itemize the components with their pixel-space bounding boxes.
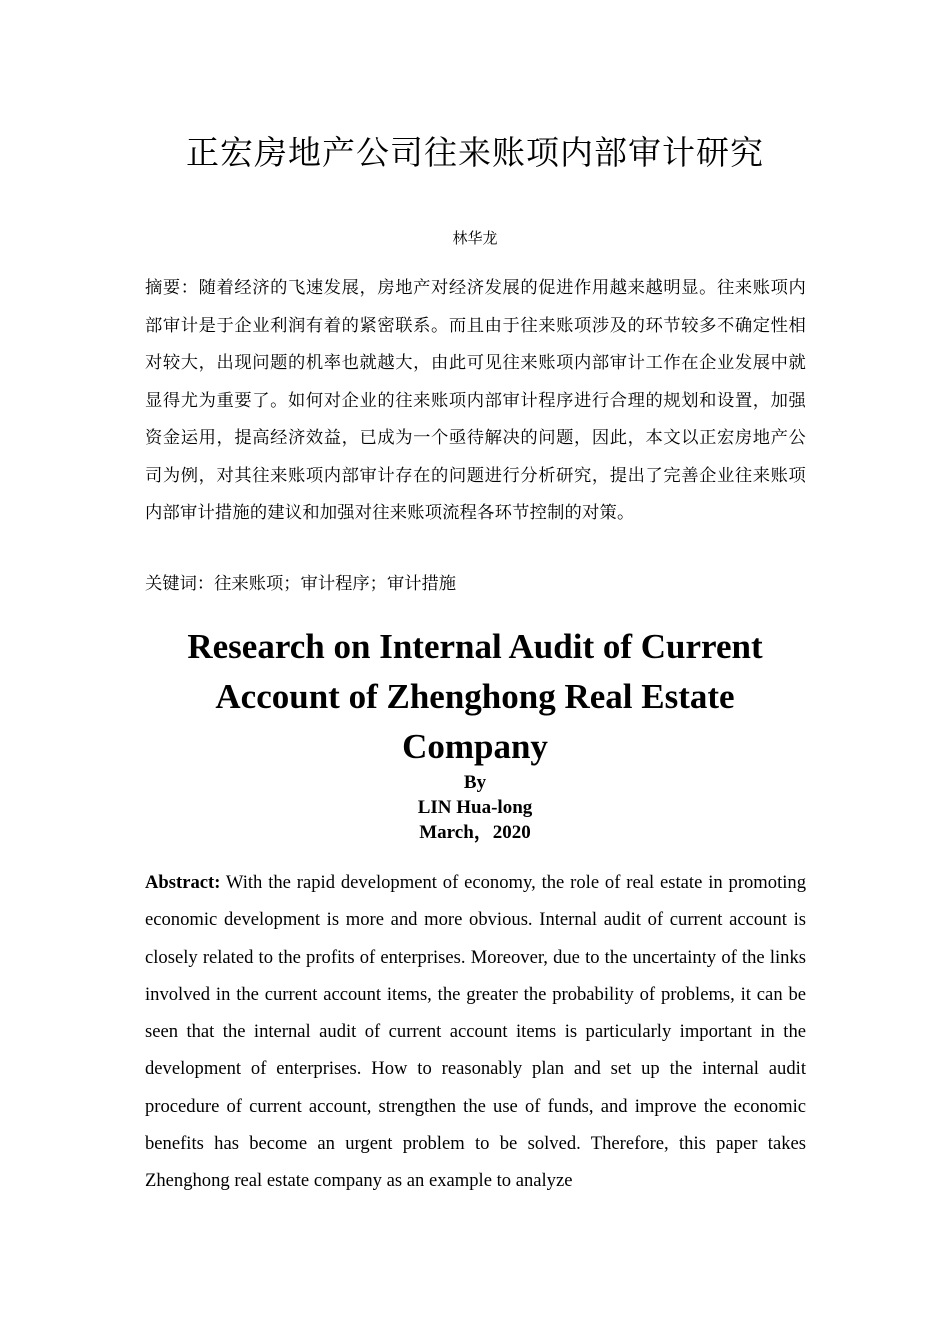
chinese-keywords-label: 关键词：	[145, 574, 215, 594]
english-date: March，2020	[419, 822, 531, 843]
english-title: Research on Internal Audit of Current Account of Zhenghong Real Estate Company	[187, 627, 763, 766]
chinese-abstract-label: 摘要：	[145, 278, 199, 298]
chinese-abstract	[145, 270, 806, 533]
chinese-abstract-text: 随着经济的飞速发展，房地产对经济发展的促进作用越来越明显。往来账项内部审计是于企业利润有着的紧密联系。而且由于往来账项涉及的环节较多不确定性相对较大，出现问题的机率也就越大，由此可见往来账项内部审计工作在企业发展中就显得尤为重要了。如何对企业的往来账项内部审计程序进行合理的规划和设置，加强资金运用，提高经济效益，已成为一个亟待解决的问题，因此，本文以正宏房地产公司为例，对其往来账项内部审计存在的问题进行分析研究，提出了完善企业往来账项内部审计措施的建议和加强对往来账项流程各环节控制的对策。	[145, 278, 806, 523]
english-abstract-label: Abstract:	[145, 872, 221, 893]
chinese-title: 正宏房地产公司往来账项内部审计研究	[186, 133, 764, 172]
chinese-keywords-text: 往来账项；审计程序；审计措施	[214, 574, 457, 594]
english-by-line: By	[463, 772, 487, 793]
chinese-keywords	[145, 566, 806, 604]
chinese-author: 林华龙	[452, 229, 498, 247]
english-author: LIN Hua-long	[417, 797, 533, 818]
english-abstract-text: With the rapid development of economy, the role of real estate in promoting economic development is more and more obvious. Internal audit of current account is closely related to the profits of enterprises. Moreover, due to the uncertainty of the links involved in the current account items, the greater the probability of problems, it can be seen that the internal audit of current account items is particularly important in the development of enterprises. How to reasonably plan and set up the internal audit procedure of current account, strengthen the use of funds, and improve the economic benefits has become an urgent problem to be solved. Therefore, this paper takes Zhenghong real estate company as an example to analyze	[145, 872, 806, 1192]
english-abstract	[145, 864, 806, 1200]
